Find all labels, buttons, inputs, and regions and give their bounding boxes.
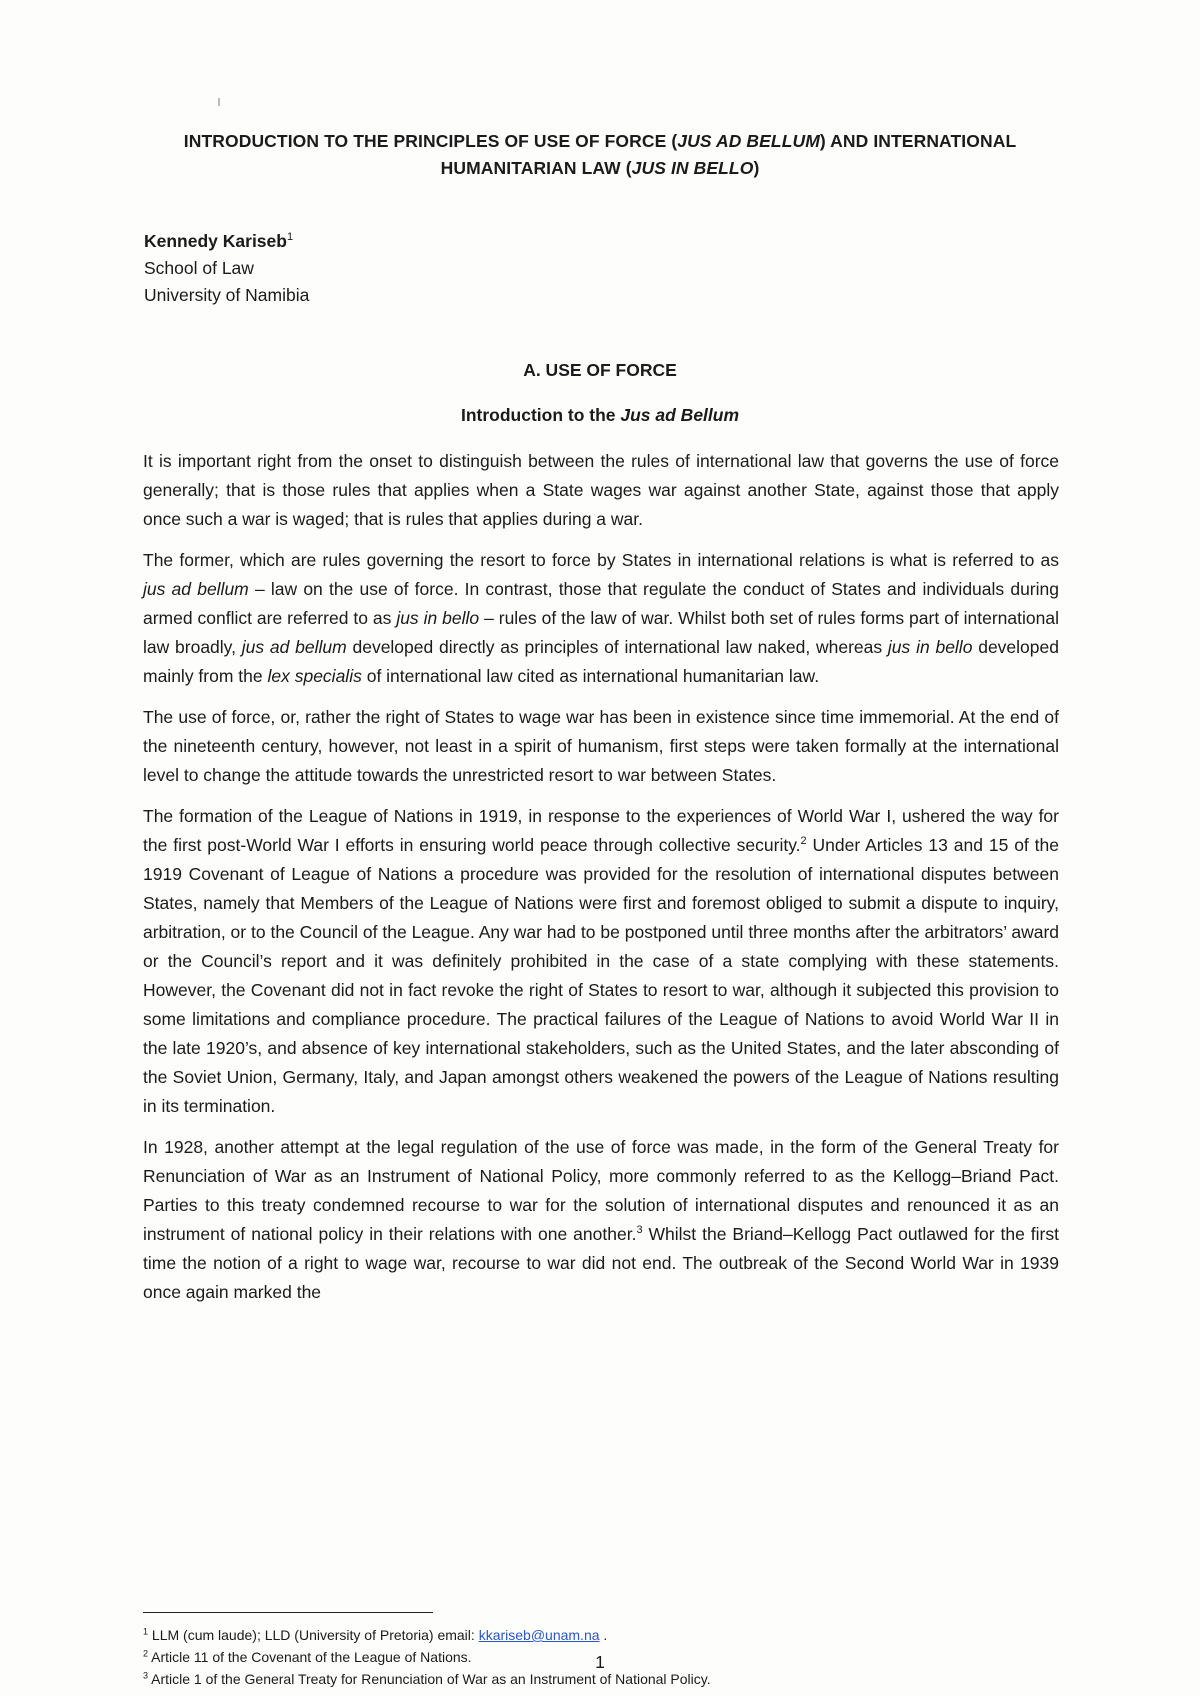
paragraph: The former, which are rules governing the resort to force by States in international relations is what is referred to as jus ad bellum – law on the use of force. In contrast, those that regulate the conduct of States and individuals during armed conflict are referred to as jus in bello – rules of the law of war. Whilst both set of rules forms part of international law broadly, jus ad bellum developed directly as principles of international law naked, whereas jus in bello developed mainly from the lex specialis of international law cited as international humanitarian law. <box>143 550 1059 686</box>
subheading: Introduction to the Jus ad Bellum <box>460 405 740 425</box>
section-heading: A. USE OF FORCE <box>523 360 677 380</box>
title-line-2: HUMANITARIAN LAW (JUS IN BELLO) <box>440 158 760 178</box>
footnote-ref[interactable]: 2 <box>800 835 807 848</box>
footnote-ref[interactable]: 1 <box>286 231 294 244</box>
footnote-3: $^3$ Article 1 of the General Treaty for Renunciation of War as an Instrument of National Policy. <box>143 1670 711 1687</box>
paragraph: The formation of the League of Nations in 1919, in response to the experiences of World War I, ushered the way for the first post-World War I efforts in ensuring world peace through collective security.$^2$ Under Articles 13 and 15 of the 1919 Covenant of League of Nations a procedure was provided for the resolution of international disputes between States, namely that Members of the League of Nations were first and foremost obliged to submit a dispute to inquiry, arbitration, or to the Council of the League. Any war had to be postponed until three months after the arbitrators’ award or the Council’s report and it was definitely prohibited in the case of a state complying with these statements. However, the Covenant did not in fact revoke the right of States to resort to war, although it subjected this provision to some limitations and compliance procedure. The practical failures of the League of Nations to avoid World War II in the late 1920’s, and absence of key international stakeholders, such as the United States, and the later absconding of the Soviet Union, Germany, Italy, and Japan amongst others weakened the powers of the League of Nations resulting in its termination. <box>143 806 1060 1116</box>
email-link[interactable]: kkariseb@unam.na <box>478 1627 600 1643</box>
page-number: 1 <box>595 1652 605 1672</box>
author-name: Kennedy Kariseb <box>144 231 287 251</box>
footnote-2: $^2$ Article 11 of the Covenant of the League of Nations. <box>143 1648 472 1665</box>
footnote-divider <box>143 1612 433 1613</box>
footnote-ref[interactable]: 3 <box>636 1224 643 1237</box>
author-department: School of Law <box>144 258 254 278</box>
author-block <box>144 228 309 309</box>
paragraph: The use of force, or, rather the right of States to wage war has been in existence since time immemorial. At the end of the nineteenth century, however, not least in a spirit of humanism, first steps were taken formally at the international level to change the attitude towards the unrestricted resort to war between States. <box>143 707 1059 785</box>
footnote-1: $^1$ LLM (cum laude); LLD (University of Pretoria) email: kkariseb@unam.na . <box>143 1626 608 1643</box>
body-text <box>143 447 1059 1319</box>
document-title <box>130 128 1070 182</box>
author-institution: University of Namibia <box>144 285 310 305</box>
title-line-1: INTRODUCTION TO THE PRINCIPLES OF USE OF FORCE (JUS AD BELLUM) AND INTERNATIONAL <box>183 131 1017 151</box>
paragraph: It is important right from the onset to distinguish between the rules of international law that governs the use of force generally; that is those rules that applies when a State wages war against another State, against those that apply once such a war is waged; that is rules that applies during a war. <box>143 451 1059 529</box>
scan-mark <box>218 98 220 106</box>
paragraph: In 1928, another attempt at the legal regulation of the use of force was made, in the form of the General Treaty for Renunciation of War as an Instrument of National Policy, more commonly referred to as the Kellogg–Briand Pact. Parties to this treaty condemned recourse to war for the solution of international disputes and renounced it as an instrument of national policy in their relations with one another.$^3$ Whilst the Briand–Kellogg Pact outlawed for the first time the notion of a right to wage war, recourse to war did not end. The outbreak of the Second World War in 1939 once again marked the <box>143 1137 1059 1302</box>
